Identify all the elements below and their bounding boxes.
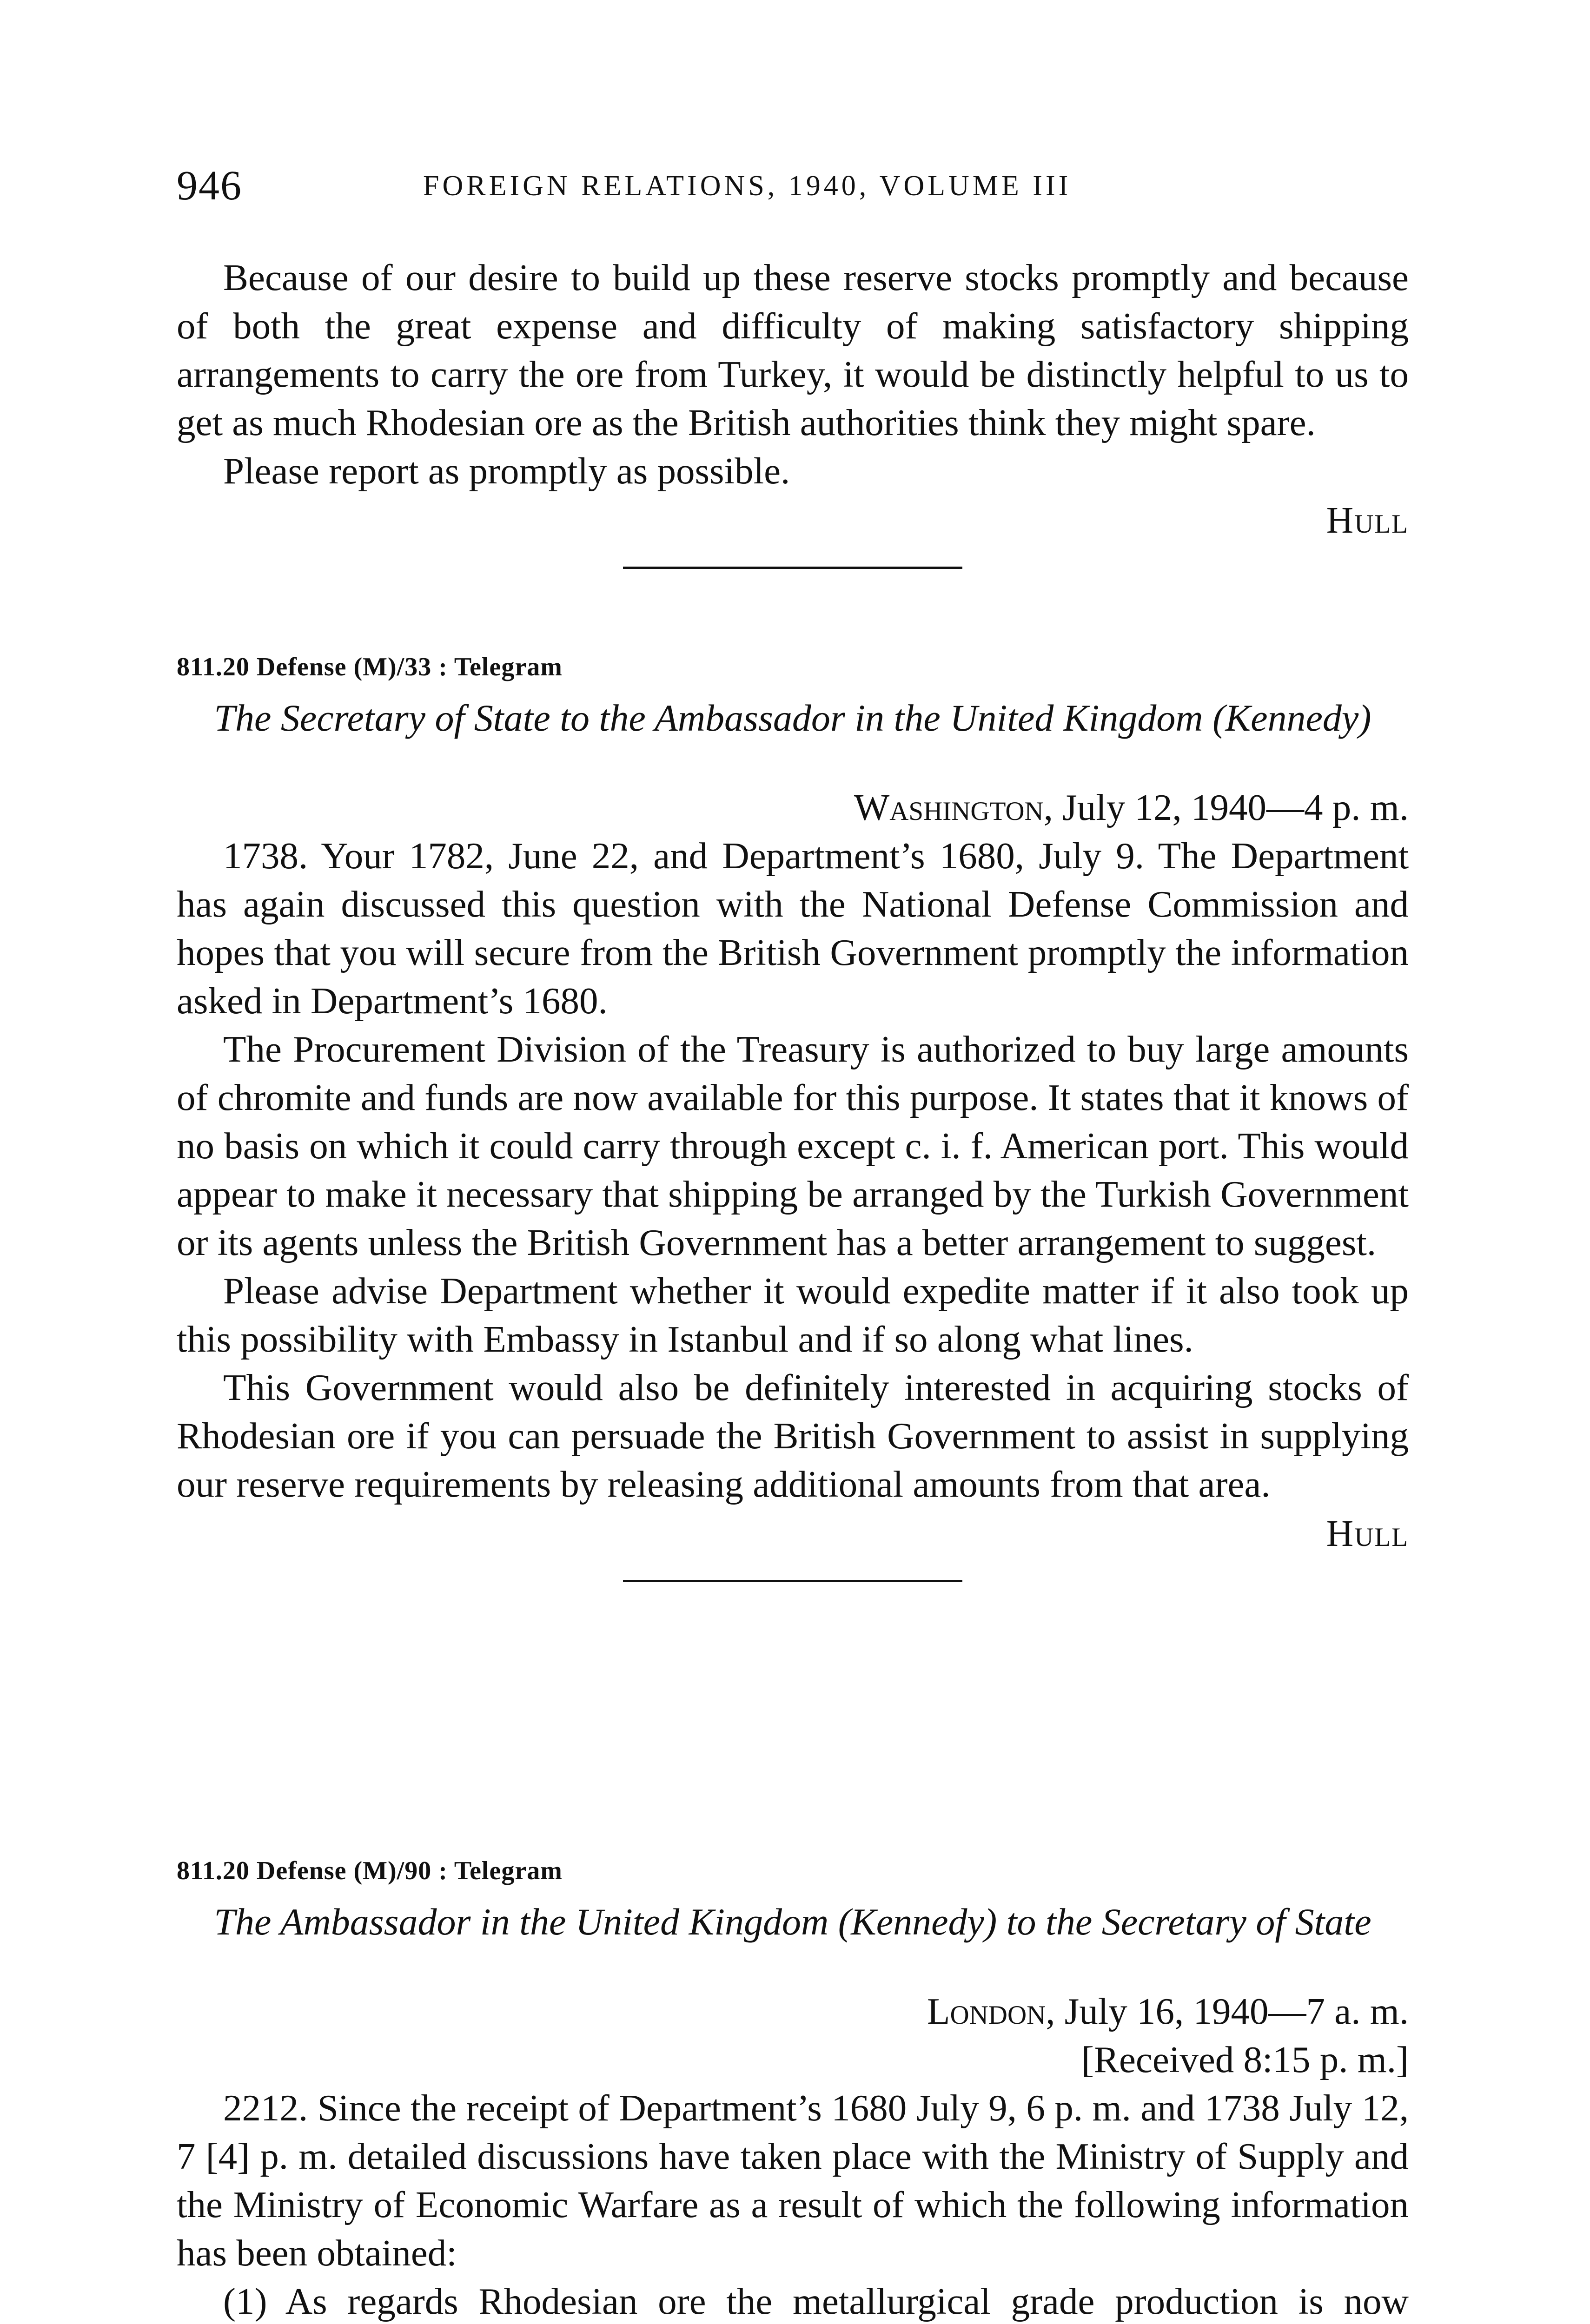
body-paragraph: (1) As regards Rhodesian ore the metallurgical grade production is now: [223, 2280, 1409, 2322]
file-reference: 811.20 Defense (M)/33 : Telegram: [177, 653, 563, 681]
body-paragraph: Please report as promptly as possible.: [223, 450, 790, 492]
body-paragraph: 2212. Since the receipt of Department’s 1680 July 9, 6 p. m. and 1738 July 12, 7 [4] p. m. detailed discussions have taken place with the Ministry of Supply and the Ministry of Economic Warfare as a result of which the following information has been obtained:: [177, 2087, 1409, 2274]
received-note: [Received 8:15 p. m.]: [1081, 2039, 1409, 2080]
signature: Hull: [1326, 1512, 1409, 1554]
dateline: [177, 1987, 1409, 2035]
section-divider: [623, 1580, 962, 1582]
section-divider: [623, 567, 962, 569]
document-title: The Ambassador in the United Kingdom (Kennedy) to the Secretary of State: [214, 1901, 1371, 1943]
dateline-place: London,: [927, 1990, 1055, 2032]
document-section: [177, 1852, 1409, 2324]
dateline-place: Washington,: [854, 786, 1053, 828]
continuation-section: [177, 253, 1409, 569]
body-paragraph: This Government would also be definitely interested in acquiring stocks of Rhodesian ore if you can persuade the British Government to assist in supplying our reserve requirements by releasing additional amounts from that area.: [177, 1367, 1409, 1505]
page-header: [177, 153, 1409, 218]
dateline-date: July 16, 1940—7 a. m.: [1055, 1990, 1409, 2032]
file-reference: 811.20 Defense (M)/90 : Telegram: [177, 1856, 563, 1885]
body-paragraph: The Procurement Division of the Treasury is authorized to buy large amounts of chromite and funds are now available for this purpose. It states that it knows of no basis on which it could carry through except c. i. f. American port. This would appear to make it necessary that shipping be arranged by the Turkish Government or its agents unless the British Government has a better arrangement to suggest.: [177, 1028, 1409, 1263]
page-number: 946: [177, 163, 242, 209]
running-head: FOREIGN RELATIONS, 1940, VOLUME III: [423, 170, 1072, 202]
body-paragraph: Because of our desire to build up these reserve stocks promptly and because of both the great expense and difficulty of making satisfactory shipping arrangements to carry the ore from Turkey, it would be distinctly helpful to us to get as much Rhodesian ore as the British authorities think they might spare.: [177, 257, 1409, 443]
document-section: [177, 648, 1409, 1582]
signature: Hull: [1326, 499, 1409, 541]
dateline: [177, 783, 1409, 832]
body-paragraph: Please advise Department whether it would expedite matter if it also took up this possibility with Embassy in Istanbul and if so along what lines.: [177, 1270, 1409, 1360]
document-title: The Secretary of State to the Ambassador in the United Kingdom (Kennedy): [214, 697, 1371, 739]
dateline-date: July 12, 1940—4 p. m.: [1053, 786, 1409, 828]
body-paragraph: 1738. Your 1782, June 22, and Department’s 1680, July 9. The Department has again discussed this question with the National Defense Commission and hopes that you will secure from the British Government promptly the information asked in Department’s 1680.: [177, 835, 1409, 1022]
